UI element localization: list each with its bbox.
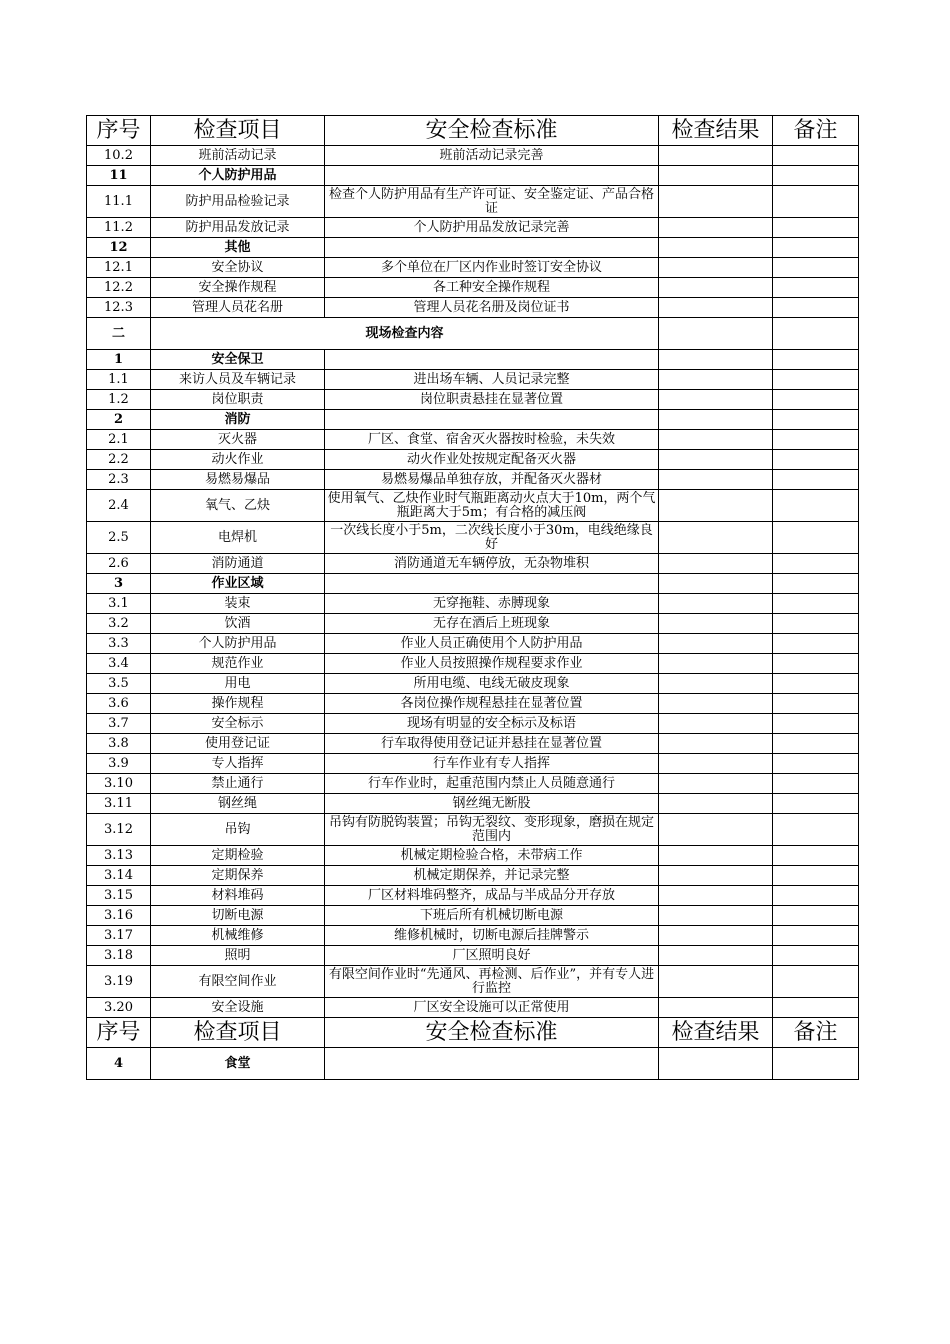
row-standard [325, 238, 659, 258]
row-result-cell[interactable] [659, 410, 773, 430]
row-standard: 维修机械时，切断电源后挂牌警示 [325, 926, 659, 946]
row-remark-cell[interactable] [773, 278, 859, 298]
row-no: 12.2 [87, 278, 151, 298]
header-item: 检查项目 [151, 1018, 325, 1048]
table-row [87, 298, 859, 318]
row-item: 安全操作规程 [151, 278, 325, 298]
row-no: 3.18 [87, 946, 151, 966]
row-no: 3.6 [87, 694, 151, 714]
row-item: 有限空间作业 [151, 966, 325, 998]
row-result-cell[interactable] [659, 594, 773, 614]
table-row [87, 218, 859, 238]
row-remark-cell[interactable] [773, 654, 859, 674]
row-item: 岗位职责 [151, 390, 325, 410]
row-no: 12 [87, 238, 151, 258]
table-row [87, 774, 859, 794]
row-result-cell[interactable] [659, 390, 773, 410]
row-item: 现场检查内容 [151, 318, 659, 350]
row-remark-cell[interactable] [773, 1048, 859, 1080]
row-remark-cell[interactable] [773, 754, 859, 774]
table-row [87, 554, 859, 574]
row-standard: 机械定期保养，并记录完整 [325, 866, 659, 886]
row-standard: 厂区、食堂、宿舍灭火器按时检验，未失效 [325, 430, 659, 450]
row-result-cell[interactable] [659, 694, 773, 714]
header-item: 检查项目 [151, 116, 325, 146]
row-result-cell[interactable] [659, 430, 773, 450]
row-standard: 作业人员正确使用个人防护用品 [325, 634, 659, 654]
row-remark-cell[interactable] [773, 554, 859, 574]
header-result: 检查结果 [659, 1018, 773, 1048]
row-item: 安全设施 [151, 998, 325, 1018]
row-result-cell[interactable] [659, 906, 773, 926]
row-result-cell[interactable] [659, 350, 773, 370]
header-remark: 备注 [773, 1018, 859, 1048]
row-remark-cell[interactable] [773, 966, 859, 998]
row-item: 防护用品检验记录 [151, 186, 325, 218]
row-no: 1.1 [87, 370, 151, 390]
row-no: 1.2 [87, 390, 151, 410]
row-remark-cell[interactable] [773, 258, 859, 278]
row-result-cell[interactable] [659, 318, 773, 350]
row-no: 2.2 [87, 450, 151, 470]
table-row [87, 614, 859, 634]
table-row [87, 694, 859, 714]
row-result-cell[interactable] [659, 814, 773, 846]
row-item: 班前活动记录 [151, 146, 325, 166]
row-item: 电焊机 [151, 522, 325, 554]
table-row [87, 594, 859, 614]
row-no: 4 [87, 1048, 151, 1080]
row-no: 3.13 [87, 846, 151, 866]
row-result-cell[interactable] [659, 734, 773, 754]
row-result-cell[interactable] [659, 674, 773, 694]
row-item: 操作规程 [151, 694, 325, 714]
row-item: 吊钩 [151, 814, 325, 846]
row-no: 2.4 [87, 490, 151, 522]
row-no: 3.20 [87, 998, 151, 1018]
row-item: 安全协议 [151, 258, 325, 278]
row-remark-cell[interactable] [773, 714, 859, 734]
row-standard [325, 166, 659, 186]
row-no: 11.1 [87, 186, 151, 218]
row-no: 3.8 [87, 734, 151, 754]
row-result-cell[interactable] [659, 278, 773, 298]
inspection-table-body [87, 116, 859, 1080]
row-standard: 行车取得使用登记证并悬挂在显著位置 [325, 734, 659, 754]
row-item: 安全保卫 [151, 350, 325, 370]
row-item: 作业区域 [151, 574, 325, 594]
table-row [87, 490, 859, 522]
table-row [87, 450, 859, 470]
row-result-cell[interactable] [659, 490, 773, 522]
table-row [87, 186, 859, 218]
row-result-cell[interactable] [659, 470, 773, 490]
row-standard: 易燃易爆品单独存放，并配备灭火器材 [325, 470, 659, 490]
table-row [87, 814, 859, 846]
table-row [87, 370, 859, 390]
table-row [87, 714, 859, 734]
row-item: 来访人员及车辆记录 [151, 370, 325, 390]
row-remark-cell[interactable] [773, 866, 859, 886]
row-standard: 有限空间作业时“先通风、再检测、后作业”，并有专人进行监控 [325, 966, 659, 998]
row-remark-cell[interactable] [773, 734, 859, 754]
row-result-cell[interactable] [659, 218, 773, 238]
row-result-cell[interactable] [659, 554, 773, 574]
row-result-cell[interactable] [659, 450, 773, 470]
row-remark-cell[interactable] [773, 594, 859, 614]
table-row [87, 470, 859, 490]
table-row [87, 946, 859, 966]
row-result-cell[interactable] [659, 794, 773, 814]
row-item: 定期保养 [151, 866, 325, 886]
section-row [87, 238, 859, 258]
table-row [87, 926, 859, 946]
row-result-cell[interactable] [659, 146, 773, 166]
row-remark-cell[interactable] [773, 846, 859, 866]
row-item: 材料堆码 [151, 886, 325, 906]
row-standard: 无存在酒后上班现象 [325, 614, 659, 634]
row-no: 二 [87, 318, 151, 350]
row-remark-cell[interactable] [773, 298, 859, 318]
row-no: 2.5 [87, 522, 151, 554]
row-remark-cell[interactable] [773, 694, 859, 714]
row-result-cell[interactable] [659, 1048, 773, 1080]
row-no: 12.3 [87, 298, 151, 318]
table-row [87, 278, 859, 298]
row-item: 个人防护用品 [151, 166, 325, 186]
table-row [87, 846, 859, 866]
row-no: 2 [87, 410, 151, 430]
header-result: 检查结果 [659, 116, 773, 146]
row-item: 机械维修 [151, 926, 325, 946]
row-remark-cell[interactable] [773, 450, 859, 470]
row-standard: 吊钩有防脱钩装置；吊钩无裂纹、变形现象，磨损在规定范围内 [325, 814, 659, 846]
table-row [87, 522, 859, 554]
row-remark-cell[interactable] [773, 926, 859, 946]
row-no: 3.11 [87, 794, 151, 814]
row-standard: 进出场车辆、人员记录完整 [325, 370, 659, 390]
table-row [87, 886, 859, 906]
row-item: 饮酒 [151, 614, 325, 634]
row-no: 3.19 [87, 966, 151, 998]
row-remark-cell[interactable] [773, 350, 859, 370]
row-result-cell[interactable] [659, 866, 773, 886]
row-remark-cell[interactable] [773, 774, 859, 794]
row-result-cell[interactable] [659, 846, 773, 866]
section-row [87, 166, 859, 186]
row-no: 1 [87, 350, 151, 370]
header-remark: 备注 [773, 116, 859, 146]
table-row [87, 734, 859, 754]
section-row [87, 1048, 859, 1080]
row-standard: 厂区安全设施可以正常使用 [325, 998, 659, 1018]
inspection-table [86, 115, 859, 1080]
section-row [87, 410, 859, 430]
row-result-cell[interactable] [659, 298, 773, 318]
row-standard [325, 410, 659, 430]
row-standard: 管理人员花名册及岗位证书 [325, 298, 659, 318]
row-standard: 班前活动记录完善 [325, 146, 659, 166]
row-remark-cell[interactable] [773, 634, 859, 654]
row-standard: 厂区材料堆码整齐，成品与半成品分开存放 [325, 886, 659, 906]
row-item: 切断电源 [151, 906, 325, 926]
row-standard: 下班后所有机械切断电源 [325, 906, 659, 926]
row-standard [325, 574, 659, 594]
row-result-cell[interactable] [659, 966, 773, 998]
row-remark-cell[interactable] [773, 614, 859, 634]
header-standard: 安全检查标准 [325, 1018, 659, 1048]
row-standard: 使用氧气、乙炔作业时气瓶距离动火点大于10m，两个气瓶距离大于5m；有合格的减压阀 [325, 490, 659, 522]
row-remark-cell[interactable] [773, 886, 859, 906]
table-row [87, 794, 859, 814]
row-remark-cell[interactable] [773, 390, 859, 410]
major-section-row [87, 318, 859, 350]
row-no: 2.6 [87, 554, 151, 574]
row-standard: 机械定期检验合格，未带病工作 [325, 846, 659, 866]
row-no: 11.2 [87, 218, 151, 238]
row-result-cell[interactable] [659, 634, 773, 654]
row-no: 3.14 [87, 866, 151, 886]
row-no: 3.9 [87, 754, 151, 774]
table-row [87, 866, 859, 886]
row-item: 安全标示 [151, 714, 325, 734]
row-remark-cell[interactable] [773, 146, 859, 166]
table-row [87, 674, 859, 694]
section-row [87, 574, 859, 594]
row-result-cell[interactable] [659, 258, 773, 278]
row-item: 其他 [151, 238, 325, 258]
row-item: 规范作业 [151, 654, 325, 674]
row-item: 用电 [151, 674, 325, 694]
row-result-cell[interactable] [659, 238, 773, 258]
row-item: 消防 [151, 410, 325, 430]
row-result-cell[interactable] [659, 886, 773, 906]
row-no: 3.3 [87, 634, 151, 654]
row-remark-cell[interactable] [773, 370, 859, 390]
table-row [87, 654, 859, 674]
row-remark-cell[interactable] [773, 218, 859, 238]
row-standard: 作业人员按照操作规程要求作业 [325, 654, 659, 674]
row-item: 定期检验 [151, 846, 325, 866]
row-no: 3.7 [87, 714, 151, 734]
row-no: 3 [87, 574, 151, 594]
row-standard: 消防通道无车辆停放，无杂物堆积 [325, 554, 659, 574]
row-no: 3.2 [87, 614, 151, 634]
section-row [87, 350, 859, 370]
row-no: 2.1 [87, 430, 151, 450]
row-no: 3.17 [87, 926, 151, 946]
row-result-cell[interactable] [659, 714, 773, 734]
row-no: 3.5 [87, 674, 151, 694]
row-item: 食堂 [151, 1048, 325, 1080]
row-no: 10.2 [87, 146, 151, 166]
row-no: 3.16 [87, 906, 151, 926]
row-standard: 岗位职责悬挂在显著位置 [325, 390, 659, 410]
row-remark-cell[interactable] [773, 946, 859, 966]
row-standard: 钢丝绳无断股 [325, 794, 659, 814]
row-result-cell[interactable] [659, 946, 773, 966]
row-no: 3.4 [87, 654, 151, 674]
row-item: 使用登记证 [151, 734, 325, 754]
row-result-cell[interactable] [659, 774, 773, 794]
table-row [87, 430, 859, 450]
row-item: 照明 [151, 946, 325, 966]
row-remark-cell[interactable] [773, 166, 859, 186]
row-remark-cell[interactable] [773, 410, 859, 430]
row-item: 个人防护用品 [151, 634, 325, 654]
table-row [87, 390, 859, 410]
row-standard: 所用电缆、电线无破皮现象 [325, 674, 659, 694]
table-header-row-repeat [87, 1018, 859, 1048]
row-item: 灭火器 [151, 430, 325, 450]
row-no: 3.12 [87, 814, 151, 846]
row-item: 禁止通行 [151, 774, 325, 794]
row-remark-cell[interactable] [773, 186, 859, 218]
row-item: 管理人员花名册 [151, 298, 325, 318]
header-standard: 安全检查标准 [325, 116, 659, 146]
row-standard: 动火作业处按规定配备灭火器 [325, 450, 659, 470]
row-standard: 个人防护用品发放记录完善 [325, 218, 659, 238]
header-no: 序号 [87, 116, 151, 146]
row-no: 11 [87, 166, 151, 186]
row-result-cell[interactable] [659, 614, 773, 634]
header-no: 序号 [87, 1018, 151, 1048]
table-header-row [87, 116, 859, 146]
row-remark-cell[interactable] [773, 794, 859, 814]
row-standard: 行车作业有专人指挥 [325, 754, 659, 774]
row-remark-cell[interactable] [773, 490, 859, 522]
row-item: 消防通道 [151, 554, 325, 574]
table-row [87, 906, 859, 926]
row-result-cell[interactable] [659, 522, 773, 554]
row-remark-cell[interactable] [773, 238, 859, 258]
table-row [87, 146, 859, 166]
row-no: 3.1 [87, 594, 151, 614]
row-remark-cell[interactable] [773, 522, 859, 554]
row-result-cell[interactable] [659, 166, 773, 186]
row-standard: 各岗位操作规程悬挂在显著位置 [325, 694, 659, 714]
row-item: 动火作业 [151, 450, 325, 470]
row-standard: 一次线长度小于5m，二次线长度小于30m，电线绝缘良好 [325, 522, 659, 554]
row-result-cell[interactable] [659, 926, 773, 946]
row-remark-cell[interactable] [773, 574, 859, 594]
row-remark-cell[interactable] [773, 906, 859, 926]
table-row [87, 966, 859, 998]
row-standard [325, 350, 659, 370]
row-result-cell[interactable] [659, 998, 773, 1018]
row-remark-cell[interactable] [773, 814, 859, 846]
row-item: 装束 [151, 594, 325, 614]
row-standard: 多个单位在厂区内作业时签订安全协议 [325, 258, 659, 278]
row-item: 氧气、乙炔 [151, 490, 325, 522]
table-row [87, 754, 859, 774]
table-row [87, 258, 859, 278]
row-item: 易燃易爆品 [151, 470, 325, 490]
row-result-cell[interactable] [659, 186, 773, 218]
row-no: 3.15 [87, 886, 151, 906]
row-result-cell[interactable] [659, 754, 773, 774]
table-row [87, 998, 859, 1018]
row-remark-cell[interactable] [773, 674, 859, 694]
row-standard: 现场有明显的安全标示及标语 [325, 714, 659, 734]
row-remark-cell[interactable] [773, 318, 859, 350]
row-item: 钢丝绳 [151, 794, 325, 814]
row-result-cell[interactable] [659, 370, 773, 390]
row-item: 专人指挥 [151, 754, 325, 774]
table-row [87, 634, 859, 654]
row-result-cell[interactable] [659, 654, 773, 674]
row-remark-cell[interactable] [773, 470, 859, 490]
row-no: 12.1 [87, 258, 151, 278]
row-standard: 各工种安全操作规程 [325, 278, 659, 298]
row-item: 防护用品发放记录 [151, 218, 325, 238]
row-standard: 检查个人防护用品有生产许可证、安全鉴定证、产品合格证 [325, 186, 659, 218]
row-remark-cell[interactable] [773, 998, 859, 1018]
row-standard: 无穿拖鞋、赤膊现象 [325, 594, 659, 614]
row-no: 3.10 [87, 774, 151, 794]
row-standard: 厂区照明良好 [325, 946, 659, 966]
row-remark-cell[interactable] [773, 430, 859, 450]
row-no: 2.3 [87, 470, 151, 490]
row-standard: 行车作业时，起重范围内禁止人员随意通行 [325, 774, 659, 794]
row-standard [325, 1048, 659, 1080]
row-result-cell[interactable] [659, 574, 773, 594]
